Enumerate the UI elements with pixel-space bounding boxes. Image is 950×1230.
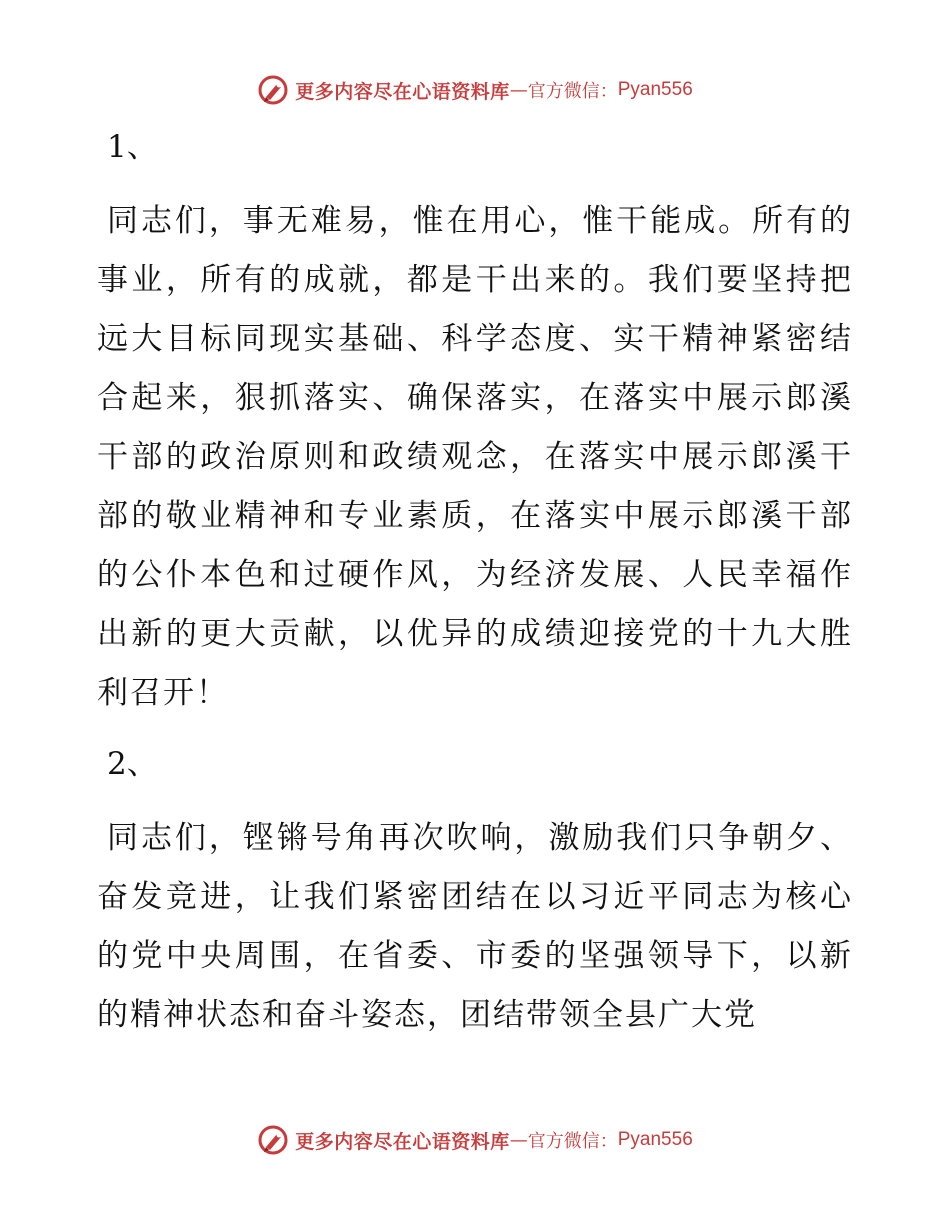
watermark-dash: — — [509, 79, 528, 101]
watermark-text: 更多内容尽在心语资料库 — [295, 1130, 510, 1153]
pen-logo-icon — [257, 74, 289, 106]
watermark-label: 官方微信： — [527, 81, 618, 102]
footer-watermark — [0, 1120, 950, 1160]
paragraph-1: 同志们，事无难易，惟在用心，惟干能成。所有的事业，所有的成就，都是干出来的。我们要坚持把远大目标同现实基础、科学态度、实干精神紧密结合起来，狠抓落实、确保落实，在落实中展示郎溪干部的政治原则和政绩观念，在落实中展示郎溪干部的敬业精神和专业素质，在落实中展示郎溪干部的公仆本色和过硬作风，为经济发展、人民幸福作出新的更大贡献，以优异的成绩迎接党的十九大胜利召开！ — [97, 203, 853, 711]
watermark-text: 更多内容尽在心语资料库 — [295, 80, 510, 103]
paragraph-2: 同志们，铿锵号角再次吹响，激励我们只争朝夕、奋发竞进，让我们紧密团结在以习近平同志为核心的党中央周围，在省委、市委的坚强领导下，以新的精神状态和奋斗姿态，团结带领全县广大党 — [97, 820, 853, 1033]
item-number-2: 2、 — [107, 746, 158, 782]
document-body — [97, 118, 853, 1057]
watermark-dash: — — [509, 1129, 528, 1151]
pen-logo-icon — [257, 1124, 289, 1156]
watermark-label: 官方微信： — [527, 1131, 618, 1152]
watermark-wechat-id: Pyan556 — [617, 1129, 693, 1150]
watermark-wechat-id: Pyan556 — [617, 79, 693, 100]
header-watermark — [0, 70, 950, 110]
item-number-1: 1、 — [107, 129, 158, 165]
